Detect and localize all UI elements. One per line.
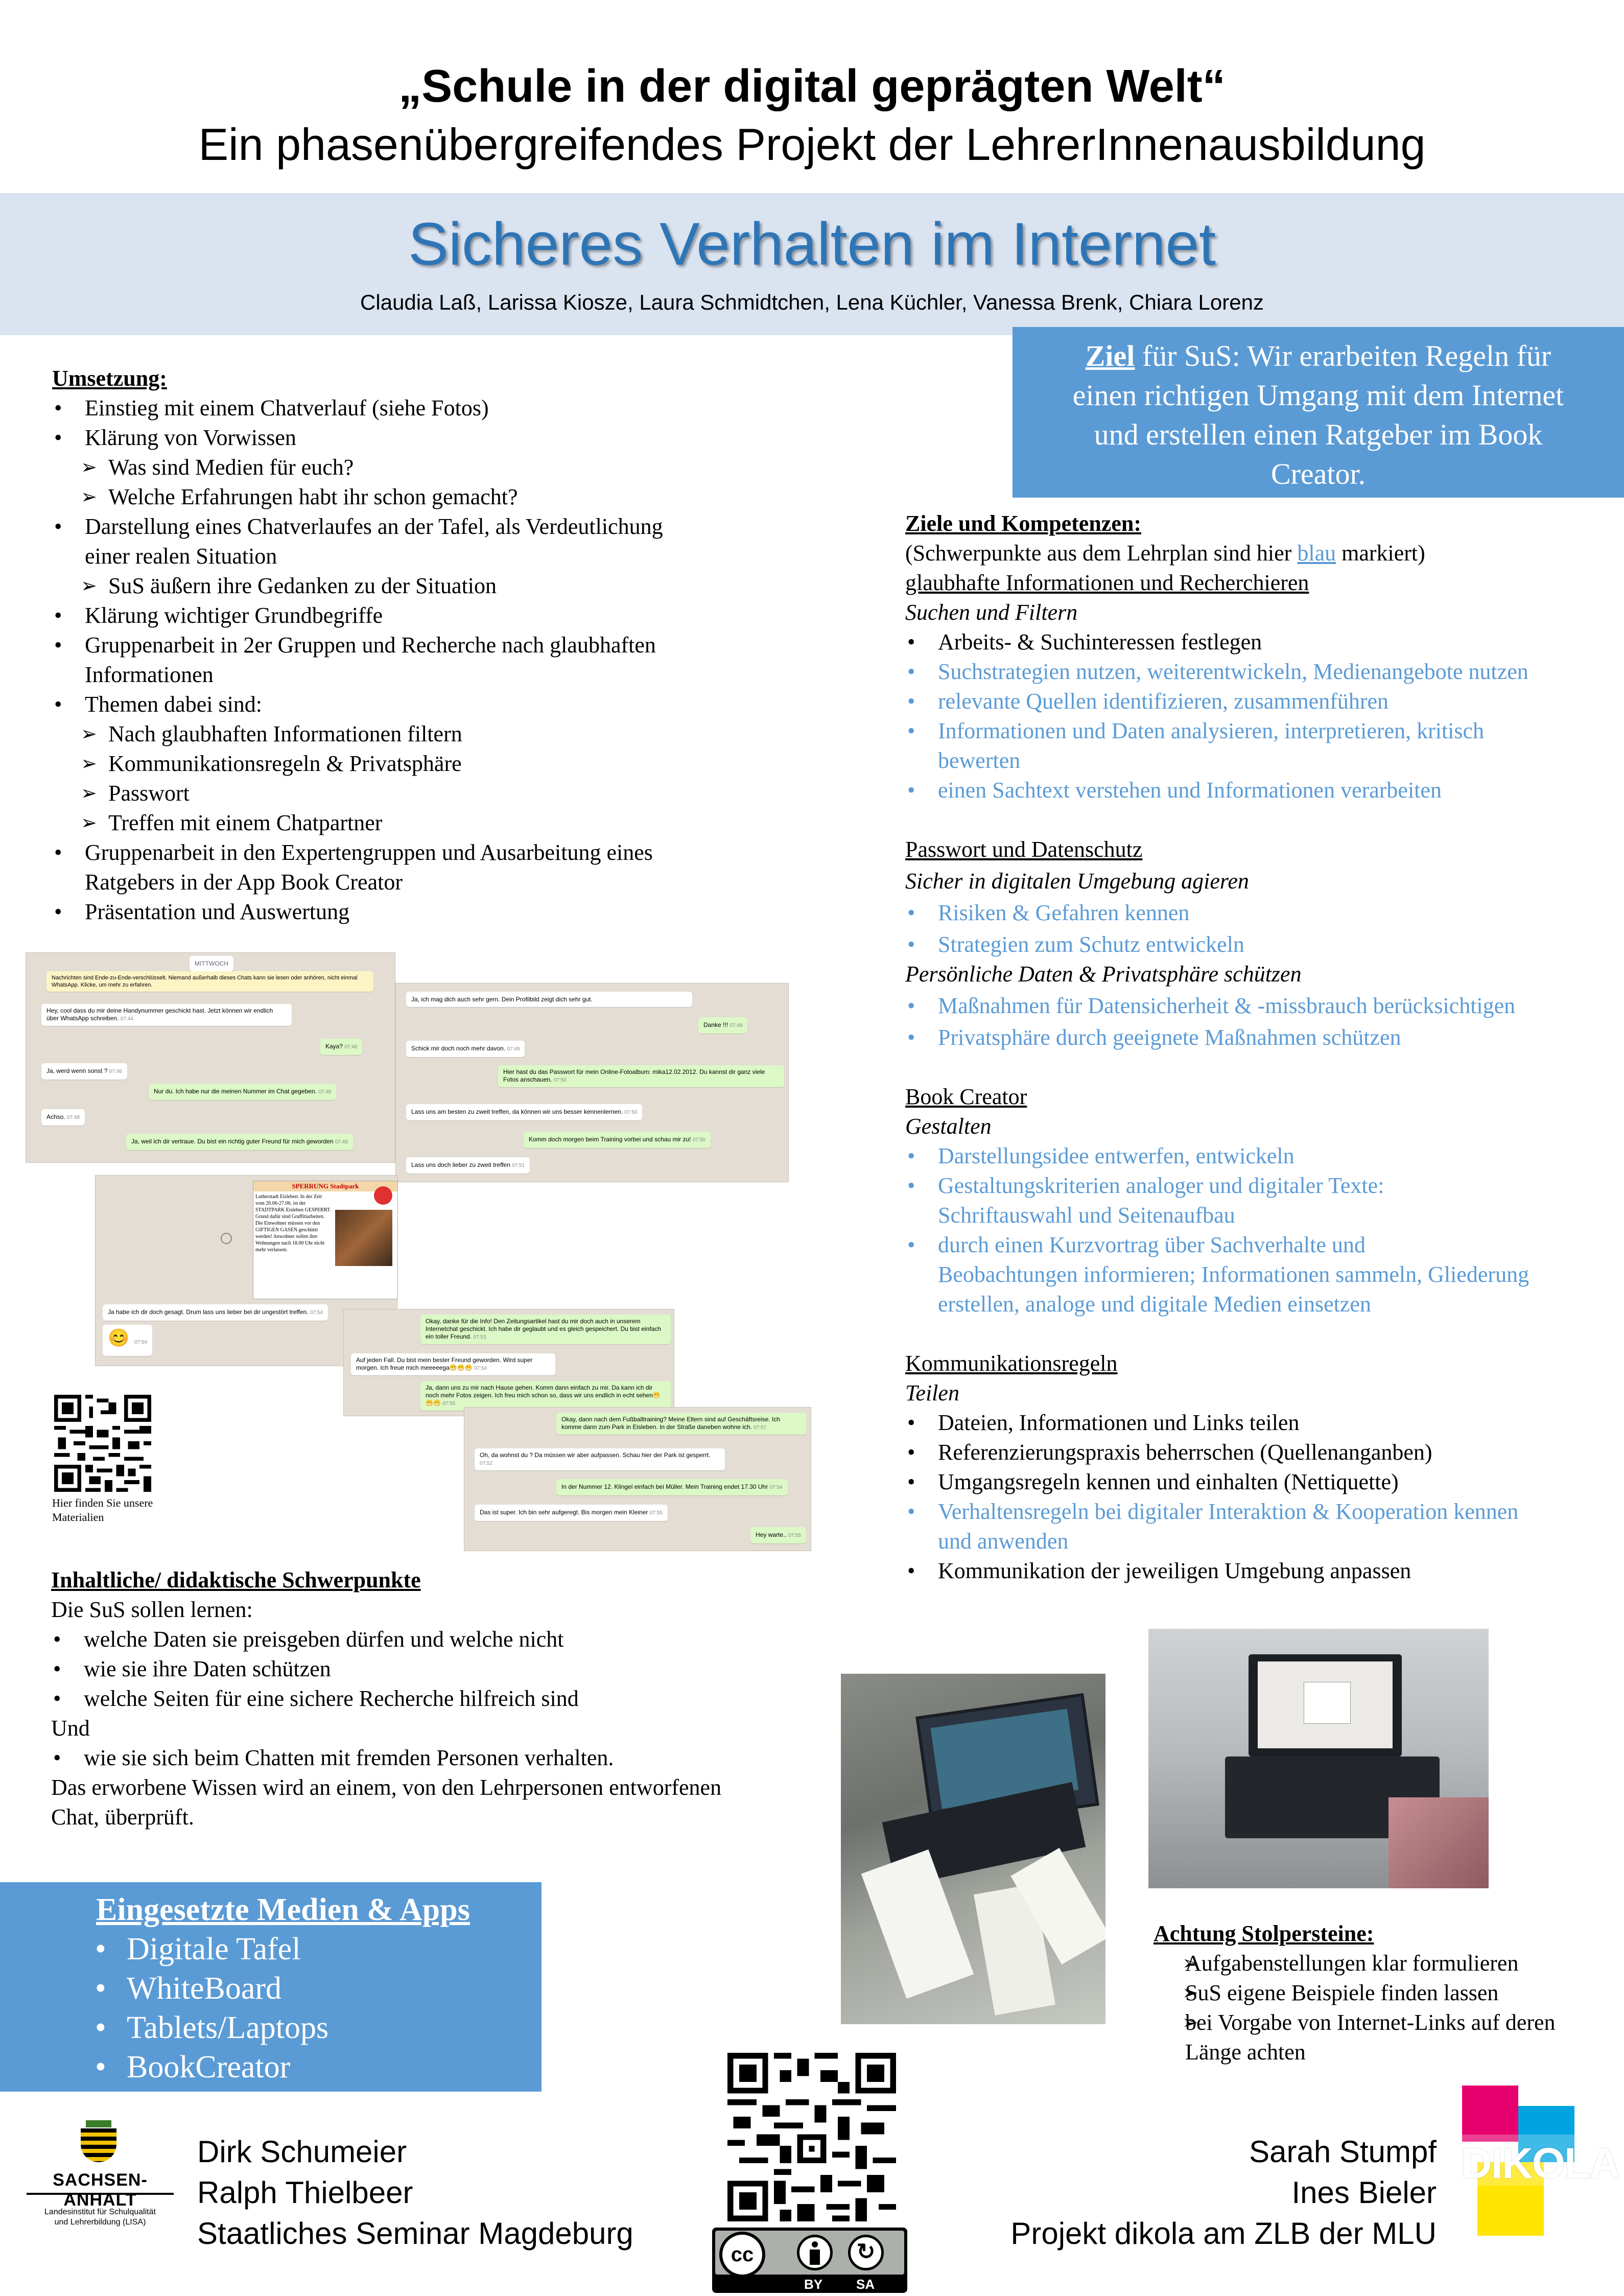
chat-message <box>556 1479 788 1495</box>
message-time: 07:49 <box>507 1046 520 1052</box>
attribution-icon <box>797 2235 833 2270</box>
goal-text: Creator. <box>1270 457 1366 490</box>
poster-qr-code[interactable] <box>727 2053 896 2221</box>
chat-message <box>41 1063 127 1080</box>
message-text: Das ist super. Ich bin sehr aufgeregt. Bis morgen mein Kleiner <box>480 1509 648 1516</box>
didactic-section <box>51 1565 817 1832</box>
list-item: • Maßnahmen für Datensicherheit & -missbrauch berücksichtigen <box>905 991 1610 1021</box>
message-time: 07:51 <box>512 1163 525 1168</box>
list-item: ➢ Nach glaubhaften Informationen filtern <box>52 719 767 749</box>
message-time: 07:48 <box>335 1139 348 1145</box>
list-item: Informationen <box>85 662 214 687</box>
message-time: 07:54 <box>769 1485 783 1490</box>
media-heading: Eingesetzte Medien & Apps <box>96 1892 470 1927</box>
message-time: 07:46 <box>109 1069 122 1074</box>
message-time: 07:49 <box>729 1023 743 1028</box>
list-item: • welche Seiten für eine sichere Recherche hilfreich sind <box>51 1684 817 1714</box>
list-item <box>96 2048 290 2087</box>
message-time: 07:50 <box>624 1110 638 1115</box>
list-item: • Gruppenarbeit in 2er Gruppen und Recherche nach glaubhaften <box>52 630 767 660</box>
list-item: bewerten <box>938 748 1021 773</box>
list-item: • Verhaltensregeln bei digitaler Interaktion & Kooperation kennen <box>905 1497 1610 1527</box>
ziele-section <box>905 509 1610 1586</box>
chat-message <box>126 1134 353 1150</box>
news-title: SPERRUNG Stadtpark <box>253 1181 397 1191</box>
message-time: 07:54 <box>310 1310 323 1316</box>
didactic-und: Und <box>51 1716 90 1741</box>
list-item: • relevante Quellen identifizieren, zusammenführen <box>905 687 1610 716</box>
list-item: • Gruppenarbeit in den Expertengruppen und Ausarbeitung eines <box>52 838 767 868</box>
list-item: • wie sie ihre Daten schützen <box>51 1654 817 1684</box>
chat-message <box>556 1413 807 1435</box>
classroom-photo-2 <box>1148 1629 1489 1888</box>
list-item: ➢ Aufgabenstellungen klar formulieren <box>1154 1949 1613 1978</box>
warning-section <box>1154 1919 1613 2067</box>
message-text: Komm doch morgen beim Training vorbei und schau mir zu! <box>529 1136 691 1143</box>
message-text: Ja, dann uns zu mir nach Hause gehen. Komm dann einfach zu mir. Da kann ich dir noch mehr Fotos zeigen. Ich freu mich schon so, dass wir uns endlich in echt sehen😁😁😁 <box>426 1384 661 1407</box>
list-item: • Risiken & Gefahren kennen <box>905 898 1610 928</box>
section-subtitle: Sicher in digitalen Umgebung agieren <box>905 869 1249 894</box>
lisa-logo <box>23 2120 177 2238</box>
license-sa: SA <box>856 2277 875 2292</box>
media-box <box>0 1882 542 2092</box>
person-name: Dirk Schumeier <box>197 2135 407 2169</box>
section-title: Book Creator <box>905 1084 1027 1109</box>
message-time: 07:50 <box>692 1137 705 1143</box>
list-item: • Informationen und Daten analysieren, interpretieren, kritisch <box>905 716 1610 746</box>
forward-icon <box>221 1233 232 1244</box>
list-item: Schriftauswahl und Seitenaufbau <box>938 1203 1235 1228</box>
list-item: ➢ SuS eigene Beispiele finden lassen <box>1154 1978 1613 2008</box>
cc-icon: cc <box>719 2232 765 2278</box>
didactic-outro: Chat, überprüft. <box>51 1805 194 1830</box>
cc-license-badge <box>712 2228 907 2293</box>
list-item: ➢ Passwort <box>52 779 767 808</box>
footer-left-names <box>197 2131 633 2254</box>
message-time: 07:46 <box>344 1044 358 1050</box>
message-text: Ja, werd wenn sonst ? <box>46 1067 108 1074</box>
list-item: einer realen Situation <box>85 544 277 569</box>
message-text: Hey warte.. <box>756 1531 787 1538</box>
didactic-outro: Das erworbene Wissen wird an einem, von den Lehrpersonen entworfenen <box>51 1775 722 1800</box>
chat-message <box>149 1084 336 1100</box>
chat-screenshot-2 <box>395 983 789 1182</box>
chat-message <box>524 1132 711 1148</box>
message-time: 07:54 <box>134 1340 147 1345</box>
chat-message: Ja, ich mag dich auch sehr gern. Dein Profilbild zeigt dich sehr gut. <box>406 992 692 1007</box>
didactic-intro: Die SuS sollen lernen: <box>51 1597 253 1622</box>
chat-message <box>41 1109 85 1126</box>
list-item: • welche Daten sie preisgeben dürfen und welche nicht <box>51 1625 817 1654</box>
list-item: Beobachtungen informieren; Informationen sammeln, Gliederung <box>938 1262 1529 1287</box>
institution-name: Staatliches Seminar Magdeburg <box>197 2216 633 2251</box>
poster-subtitle: Ein phasenübergreifendes Projekt der LehrerInnenausbildung <box>198 119 1426 170</box>
message-text: Nur du. Ich habe nur die meinen Nummer im Chat gegeben. <box>154 1088 317 1095</box>
message-text: Ja habe ich dir doch gesagt. Drum lass uns lieber bei dir ungestört treffen. <box>108 1308 309 1316</box>
list-item: • Gestaltungskriterien analoger und digitaler Texte: <box>905 1171 1610 1201</box>
chat-message <box>103 1304 328 1321</box>
person-name: Ralph Thielbeer <box>197 2175 413 2210</box>
didactic-heading: Inhaltliche/ didaktische Schwerpunkte <box>51 1567 421 1592</box>
goal-box <box>1013 327 1624 498</box>
list-item: ➢ SuS äußern ihre Gedanken zu der Situation <box>52 571 767 601</box>
news-article <box>253 1181 398 1299</box>
message-time: 07:55 <box>788 1533 802 1538</box>
chat-screenshot-1 <box>26 952 395 1163</box>
news-text: Lutherstadt Eisleben: In der Zeit vom 20.06-27.06. ist der STADTPARK Eisleben GESPERRT. Grund dafür sind Graffitiarbeiten. Die Einwohner müssen vor den GIFTIGEN GASEN geschützt werden! Anwohner sollen ihre Wohnungen nach 18.00 Uhr nicht mehr verlassen. <box>255 1194 331 1253</box>
chat-message <box>103 1325 152 1356</box>
person-arm <box>1388 1797 1489 1888</box>
section-subtitle: Teilen <box>905 1380 959 1405</box>
list-item <box>96 1969 281 2008</box>
list-item: ➢ Was sind Medien für euch? <box>52 453 767 482</box>
list-item: Länge achten <box>1185 2040 1306 2065</box>
sachsen-anhalt-label: SACHSEN-ANHALT <box>53 2170 148 2210</box>
media-item: Tablets/Laptops <box>127 2010 329 2045</box>
list-item: • Klärung von Vorwissen <box>52 423 767 453</box>
message-text: Lass uns am besten zu zweit treffen, da können wir uns besser kennenlernen. <box>411 1108 623 1115</box>
ziele-note <box>905 538 1610 568</box>
list-item <box>96 1930 301 1969</box>
message-text: Danke !!! <box>703 1021 728 1028</box>
message-time: 07:52 <box>480 1461 493 1466</box>
goal-text: für SuS: Wir erarbeiten Regeln für <box>1135 339 1551 372</box>
list-item: • Arbeits- & Suchinteressen festlegen <box>905 627 1610 657</box>
chat-message <box>406 1157 530 1174</box>
message-text: Achso. <box>46 1113 65 1120</box>
media-item: BookCreator <box>127 2050 291 2084</box>
message-text: Oh, da wohnst du ? Da müssen wir aber aufpassen. Schau hier der Park ist gesperrt. <box>480 1451 711 1459</box>
lisa-label-line: Landesinstitut für Schulqualität <box>44 2208 156 2216</box>
dikola-logo <box>1461 2086 1619 2236</box>
message-text: Okay, danke für die Info! Den Zeitungsartikel hast du mir doch auch in unserem Internetchat geschickt. Ich habe dir geglaubt und es gleich gespeichert. Du bist einfach ein toller Freund. <box>426 1318 661 1340</box>
classroom-photo-1 <box>841 1674 1105 2024</box>
note-text: markiert) <box>1336 541 1425 566</box>
list-item: ➢ Welche Erfahrungen habt ihr schon gemacht? <box>52 482 767 512</box>
note-text: (Schwerpunkte aus dem Lehrplan sind hier <box>905 541 1298 566</box>
message-time: 07:57 <box>754 1425 767 1431</box>
message-text: Hey, cool dass du mir deine Handynummer geschickt hast. Jetzt können wir endlich über WhatsApp schreiben. <box>46 1007 273 1022</box>
list-item: • Suchstrategien nutzen, weiterentwickeln, Medienangebote nutzen <box>905 657 1610 687</box>
list-item: ➢ bei Vorgabe von Internet-Links auf deren <box>1154 2008 1613 2037</box>
chat-screenshot-5 <box>464 1407 811 1551</box>
list-item: • durch einen Kurzvortrag über Sachverhalte und <box>905 1230 1610 1260</box>
section-title: glaubhafte Informationen und Recherchieren <box>905 570 1309 595</box>
list-item: • Einstieg mit einem Chatverlauf (siehe Fotos) <box>52 393 767 423</box>
list-item: ➢ Kommunikationsregeln & Privatsphäre <box>52 749 767 779</box>
message-time: 07:50 <box>553 1077 567 1083</box>
list-item: • Dateien, Informationen und Links teilen <box>905 1408 1610 1438</box>
list-item: • Privatsphäre durch geeignete Maßnahmen schützen <box>905 1023 1610 1052</box>
message-text: Schick mir doch noch mehr davon. <box>411 1045 506 1052</box>
section-title: Kommunikationsregeln <box>905 1351 1118 1376</box>
message-time: 07:48 <box>67 1115 80 1120</box>
list-item: • Darstellungsidee entwerfen, entwickeln <box>905 1141 1610 1171</box>
list-item: • Umgangsregeln kennen und einhalten (Nettiquette) <box>905 1467 1610 1497</box>
list-item: • Präsentation und Auswertung <box>52 897 767 927</box>
list-item: • wie sie sich beim Chatten mit fremden Personen verhalten. <box>51 1743 817 1773</box>
share-alike-icon: ↻ <box>848 2235 884 2270</box>
message-text: Okay, dann nach dem Fußballtraining? Meine Eltern sind auf Geschäftsreise. Ich komme dann zum Park in Eisleben. In der Straße daneben wohne ich. <box>561 1416 780 1431</box>
list-item: • Klärung wichtiger Grundbegriffe <box>52 601 767 630</box>
chat-system-message: Nachrichten sind Ende-zu-Ende-verschlüsselt. Niemand außerhalb dieses Chats kann sie lesen oder anhören, nicht einmal WhatsApp. Klicke, um mehr zu erfahren. <box>46 971 373 992</box>
lisa-label <box>23 2207 177 2228</box>
materials-qr-code[interactable] <box>54 1395 151 1492</box>
goal-text: und erstellen einen Ratgeber im Book <box>1094 418 1543 451</box>
message-time: 07:48 <box>318 1089 332 1095</box>
main-title: Sicheres Verhalten im Internet <box>408 210 1216 278</box>
footer-right-names <box>960 2131 1437 2254</box>
chat-message <box>406 1104 642 1120</box>
section-subtitle: Gestalten <box>905 1114 992 1139</box>
section-subtitle: Suchen und Filtern <box>905 600 1078 625</box>
list-item: • Kommunikation der jeweiligen Umgebung anpassen <box>905 1556 1610 1586</box>
chat-date: MITTWOCH <box>190 956 233 971</box>
message-time: 07:44 <box>120 1016 133 1022</box>
chat-message <box>420 1315 671 1344</box>
license-by: BY <box>804 2277 823 2292</box>
person-name: Sarah Stumpf <box>1249 2135 1437 2169</box>
umsetzung-section <box>52 364 767 927</box>
list-item: • Strategien zum Schutz entwickeln <box>905 930 1610 959</box>
list-item: • Darstellung eines Chatverlaufes an der Tafel, als Verdeutlichung <box>52 512 767 542</box>
message-time: 07:53 <box>473 1334 486 1340</box>
laptop-screen <box>1249 1654 1402 1756</box>
institution-name: Projekt dikola am ZLB der MLU <box>1010 2216 1437 2251</box>
message-text: Hier hast du das Passwort für mein Online-Fotoalbum: mika12.02.2012. Du kannst dir ganz viele Fotos anschauen. <box>503 1068 765 1083</box>
umsetzung-heading: Umsetzung: <box>52 366 167 391</box>
message-time: 07:54 <box>474 1366 487 1371</box>
message-text: Kaya? <box>325 1043 343 1050</box>
goal-lead: Ziel <box>1085 339 1135 372</box>
qr-caption: Hier finden Sie unsere Materialien <box>52 1496 153 1524</box>
chat-message <box>320 1039 362 1055</box>
emoji-icon: 😊 <box>108 1328 130 1348</box>
news-photo <box>335 1210 392 1266</box>
chat-message <box>498 1065 784 1087</box>
goal-text: einen richtigen Umgang mit dem Internet <box>1072 379 1564 412</box>
list-item: • Themen dabei sind: <box>52 690 767 719</box>
chat-message <box>420 1381 671 1411</box>
note-blue: blau <box>1297 541 1336 566</box>
chat-message <box>406 1041 525 1057</box>
message-text: Lass uns doch lieber zu zweit treffen <box>411 1161 510 1168</box>
message-time: 07:55 <box>442 1401 456 1407</box>
list-item: und anwenden <box>938 1529 1069 1554</box>
person-name: Ines Bieler <box>1291 2175 1437 2210</box>
chat-message <box>750 1527 806 1543</box>
chat-message <box>475 1505 668 1521</box>
list-item: ➢ Treffen mit einem Chatpartner <box>52 808 767 838</box>
list-item: erstellen, analoge und digitale Medien einsetzen <box>938 1292 1371 1317</box>
media-item: Digitale Tafel <box>127 1932 301 1966</box>
chat-screenshot-4 <box>343 1309 674 1416</box>
lisa-label-line: und Lehrerbildung (LISA) <box>54 2218 146 2227</box>
media-item: WhiteBoard <box>127 1971 282 2006</box>
list-item <box>96 2008 328 2048</box>
message-text: Auf jeden Fall. Du bist mein bester Freund geworden. Wird super morgen. Ich freue mich meeeeega😁😁😁 <box>356 1356 533 1371</box>
chat-message <box>698 1017 747 1034</box>
list-item: Ratgebers in der App Book Creator <box>85 870 403 895</box>
poster-title: „Schule in der digital geprägten Welt“ <box>398 61 1226 112</box>
chat-message <box>475 1448 725 1470</box>
section-subtitle: Persönliche Daten & Privatsphäre schützen <box>905 962 1302 987</box>
ziele-heading: Ziele und Kompetenzen: <box>905 511 1141 536</box>
section-title: Passwort und Datenschutz <box>905 837 1143 862</box>
news-badge <box>374 1186 392 1205</box>
list-item: • einen Sachtext verstehen und Informationen verarbeiten <box>905 776 1610 805</box>
message-text: Ja, weil ich dir vertraue. Du bist ein richtig guter Freund für mich geworden <box>131 1138 334 1145</box>
chat-message <box>351 1353 555 1375</box>
warning-heading: Achtung Stolpersteine: <box>1154 1921 1374 1946</box>
coat-of-arms-icon <box>81 2120 116 2164</box>
list-item: • Referenzierungspraxis beherrschen (Quellenanganben) <box>905 1438 1610 1467</box>
authors: Claudia Laß, Larissa Kiosze, Laura Schmidtchen, Lena Küchler, Vanessa Brenk, Chiara Lorenz <box>360 290 1264 314</box>
message-text: In der Nummer 12. Klingel einfach bei Müller. Mein Training endet 17.30 Uhr <box>561 1483 768 1490</box>
dikola-wordmark: DIKOLA <box>1461 2139 1619 2187</box>
chat-message <box>41 1004 292 1026</box>
message-time: 07:55 <box>649 1510 663 1516</box>
